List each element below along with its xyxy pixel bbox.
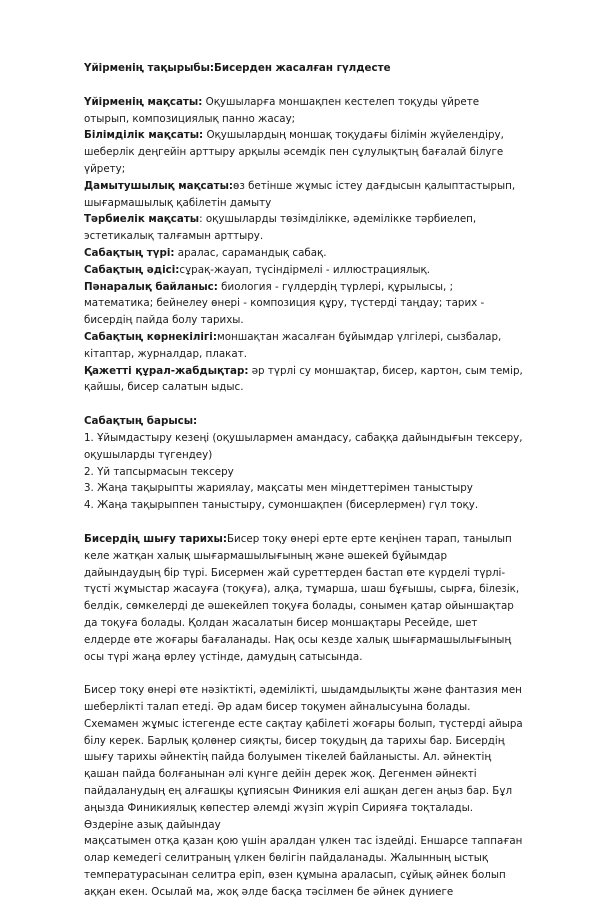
spacer [84, 665, 524, 682]
equipment-field [84, 363, 524, 397]
field-label: Сабақтың әдісі: [84, 263, 180, 276]
field-label: Сабақтың түрі: [84, 246, 175, 259]
educational-goal-field [84, 127, 524, 177]
progress-heading: Сабақтың барысы: [84, 415, 198, 428]
field-text: Оқушыларға моншақпен кестелеп тоқуды үйрете отырып, композициялық панно жасау; [84, 95, 480, 125]
history-label: Бисердің шығу тарихы: [84, 532, 227, 545]
document-page [84, 60, 524, 901]
history-text: Бисер тоқу өнері ерте ерте кеңінен тарап, танылып келе жатқан халық шығармашылығының және әшекей бұйымдар дайындаудың бір түрі. Бисермен жай суреттерден бастап өте күрделі түрлі-түсті жұмыстар жасауға (тоқуға), алқа, тұмарша, шаш бұғышы, сырға, білезік, белдік, сөмкелерді де әшекейлеп тоқуға болады, сонымен қатар ойыншақтар да тоқуға болады. Қолдан жасалатын бисер моншақтары Ресейде, шет елдерде өте жоғары бағаланады. Нақ осы кезде халық шығармашылығының осы түрі жаңа өрлеу үстінде, дамудың сатысында. [84, 532, 520, 663]
body-paragraph: мақсатымен отқа қазан қою үшін аралдан үлкен тас іздейді. Еншарсе таппаған олар кемедегі селитраның үлкен бөлігін пайдаланады. Жалынның ыстық температурасынан селитра еріп, өзен құмына араласып, сұйық әйнек болып аққан екен. Осылай ма, жоқ әлде басқа тәсілмен бе әйнек дүниеге [84, 835, 523, 898]
progress-step: 1. Ұйымдастыру кезеңі (оқушылармен амандасу, сабаққа дайындығын тексеру, оқушыларды түгендеу) [84, 431, 523, 461]
field-label: Дамытушылық мақсаты: [84, 179, 234, 192]
visual-aids-field [84, 329, 524, 363]
field-text: биология - гүлдердің түрлері, құрылысы, ; математика; бейнелеу өнері - композиция құру, түстерді таңдау; тарих - бисердің пайда болу тарихы. [84, 280, 485, 327]
field-label: Пәнаралық байланыс: [84, 280, 218, 293]
field-label: Тәрбиелік мақсаты [84, 213, 200, 226]
interdisciplinary-field [84, 279, 524, 329]
developmental-goal-field [84, 178, 524, 212]
goal-field [84, 94, 524, 128]
spacer [84, 77, 524, 94]
spacer [84, 514, 524, 531]
document-title: Үйірменің тақырыбы:Бисерден жасалған гүлдесте [84, 62, 391, 74]
field-text: сұрақ-жауап, түсіндірмелі - иллюстрациялық. [179, 263, 431, 276]
field-text: әр түрлі су моншақтар, бисер, картон, сым темір, қайшы, бисер салатын ыдыс. [84, 364, 523, 394]
field-text: Оқушылардың моншақ тоқудағы білімін жүйелендіру, шеберлік деңгейін арттыру арқылы әсемдік пен сұлулықтың бағалай білуге үйрету; [84, 129, 504, 175]
field-label: Қажетті құрал-жабдықтар: [84, 364, 249, 377]
lesson-method-field [84, 262, 524, 279]
upbringing-goal-field [84, 211, 524, 245]
field-text: : оқушыларды төзімділікке, әдемілікке тәрбиелеп, эстетикалық талғамын арттыру. [84, 213, 477, 243]
field-label: Сабақтың көрнекілігі: [84, 330, 217, 343]
history-paragraph [84, 531, 524, 665]
progress-step: 3. Жаңа тақырыпты жариялау, мақсаты мен міндеттерімен таныстыру [84, 482, 473, 495]
field-text: аралас, сарамандық сабақ. [174, 246, 327, 259]
spacer [84, 396, 524, 413]
field-label: Білімділік мақсаты: [84, 129, 204, 142]
field-label: Үйірменің мақсаты: [84, 95, 203, 108]
body-paragraph: Бисер тоқу өнері өте нәзіктікті, әдемілікті, шыдамдылықты және фантазия мен шеберлікті талап етеді. Әр адам бисер тоқумен айналысуына болады. Схемамен жұмыс істегенде есте сақтау қабілеті жоғары болып, түстерді айыра білу керек. Барлық қолөнер сияқты, бисер тоқудың да тарихы бар. Бисердің шығу тарихы әйнектің пайда болуымен тікелей байланысты. Ал. әйнектің қашан пайда болғанынан әлі күнге дейін дерек жоқ. Дегенмен әйнекті пайдаланудың ең алғашқы құпиясын Финикия елі ашқан деген аңыз бар. Бұл аңызда Финикиялық көпестер әлемді жүзіп жүріп Сирияға тоқталады. Өздеріне азық дайындау [84, 684, 523, 831]
field-text: өз бетінше жұмыс істеу дағдысын қалыптастырып, шығармашылық қабілетін дамыту [84, 179, 516, 209]
field-text: моншақтан жасалған бұйымдар үлгілері, сызбалар, кітаптар, журналдар, плакат. [84, 330, 502, 360]
progress-step: 4. Жаңа тақырыппен таныстыру, сумоншақпен (бисерлермен) гүл тоқу. [84, 499, 479, 512]
progress-step: 2. Үй тапсырмасын тексеру [84, 465, 234, 478]
lesson-type-field [84, 245, 524, 262]
